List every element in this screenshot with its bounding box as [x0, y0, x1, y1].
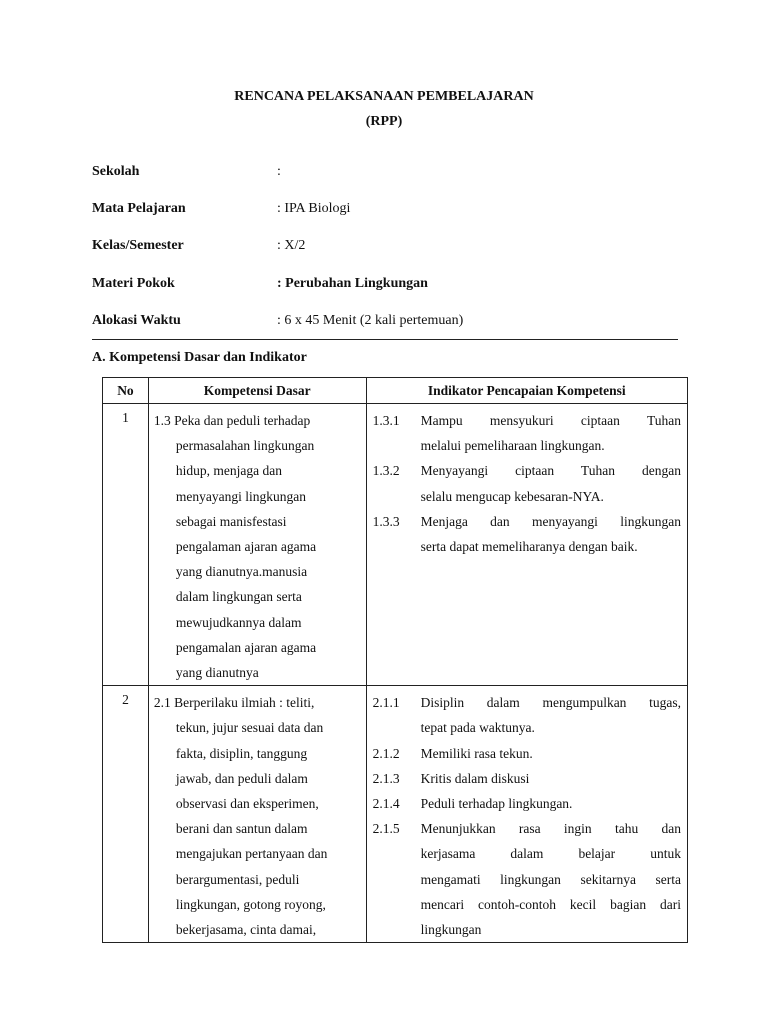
indicator-text: Menunjukkan rasa ingin tahu dan	[420, 821, 681, 837]
indicator-text: mencari contoh-contoh kecil bagian dari	[420, 896, 681, 912]
info-label-alokasi-waktu: Alokasi Waktu	[92, 313, 181, 328]
indicator-number: 2.1.5	[372, 821, 400, 837]
column-header-indikator: Indikator Pencapaian Kompetensi	[366, 378, 687, 404]
indicator-number: 2.1.4	[372, 796, 400, 812]
kd-line: berargumentasi, peduli	[175, 871, 300, 887]
indicator-number: 1.3.1	[372, 413, 400, 428]
indicator-text: serta dapat memeliharanya dengan baik.	[420, 539, 638, 555]
indikator-cell	[366, 686, 687, 943]
kd-line: permasalahan lingkungan	[175, 438, 315, 454]
row-number: 2	[103, 686, 149, 943]
kd-line: lingkungan, gotong royong,	[175, 896, 326, 912]
indicator-text: Memiliki rasa tekun.	[420, 745, 533, 761]
kompetensi-cell	[148, 686, 366, 943]
column-header-kompetensi: Kompetensi Dasar	[148, 378, 366, 404]
indicator-text: Menjaga dan menyayangi lingkungan	[420, 513, 681, 529]
indicator-number: 1.3.2	[372, 463, 400, 479]
kd-line: yang dianutnya	[175, 665, 259, 681]
kd-line: pengamalan ajaran agama	[175, 639, 317, 655]
kd-line: fakta, disiplin, tanggung	[175, 745, 308, 761]
indicator-text: Mampu mensyukuri ciptaan Tuhan	[420, 413, 681, 428]
table-header-row	[103, 378, 688, 404]
competency-table	[102, 377, 688, 943]
indicator-text: kerjasama dalam belajar untuk	[420, 846, 681, 862]
indicator-item	[373, 816, 681, 942]
table-row	[103, 686, 688, 943]
indicator-text: Disiplin dalam mengumpulkan tugas,	[420, 695, 681, 711]
kd-line: tekun, jujur sesuai data dan	[175, 720, 324, 736]
indicator-item	[373, 509, 681, 559]
kd-line: dalam lingkungan serta	[175, 589, 302, 605]
kd-line: yang dianutnya.manusia	[175, 564, 308, 580]
indicator-item	[373, 741, 681, 766]
kd-line: 1.3 Peka dan peduli terhadap	[153, 413, 311, 428]
kd-line: mewujudkannya dalam	[175, 614, 302, 630]
indicator-text: Kritis dalam diskusi	[420, 770, 530, 786]
indicator-number: 2.1.2	[372, 745, 400, 761]
document-subtitle: (RPP)	[365, 114, 403, 129]
info-value-alokasi-waktu: : 6 x 45 Menit (2 kali pertemuan)	[277, 313, 464, 328]
indicator-number: 2.1.3	[372, 770, 400, 786]
section-heading: A. Kompetensi Dasar dan Indikator	[92, 350, 307, 365]
info-value-mata-pelajaran: : IPA Biologi	[277, 201, 351, 216]
indicator-text: mengamati lingkungan sekitarnya serta	[420, 871, 681, 887]
document-title: RENCANA PELAKSANAAN PEMBELAJARAN	[234, 89, 534, 104]
indicator-text: Menyayangi ciptaan Tuhan dengan	[420, 463, 681, 479]
kd-line: hidup, menjaga dan	[175, 463, 282, 479]
indicator-item	[373, 766, 681, 791]
indicator-item	[373, 458, 681, 508]
indicator-number: 1.3.3	[372, 513, 400, 529]
info-label-materi-pokok: Materi Pokok	[92, 276, 175, 291]
kd-line: menyayangi lingkungan	[175, 488, 306, 504]
indikator-cell	[366, 404, 687, 686]
kd-line: bekerjasama, cinta damai,	[175, 922, 317, 938]
info-value-sekolah: :	[277, 164, 281, 179]
indicator-item	[373, 791, 681, 816]
indicator-item	[373, 690, 681, 740]
row-number: 1	[103, 404, 149, 686]
kd-line: observasi dan eksperimen,	[175, 796, 319, 812]
info-label-sekolah: Sekolah	[92, 164, 140, 179]
info-value-kelas-semester: : X/2	[277, 238, 306, 253]
table-row	[103, 404, 688, 686]
indicator-text: melalui pemeliharaan lingkungan.	[420, 438, 605, 454]
kd-line: jawab, dan peduli dalam	[175, 770, 308, 786]
info-label-kelas-semester: Kelas/Semester	[92, 238, 184, 253]
indicator-text: Peduli terhadap lingkungan.	[420, 796, 573, 812]
info-label-mata-pelajaran: Mata Pelajaran	[92, 201, 186, 216]
column-header-no: No	[103, 378, 149, 404]
indicator-number: 2.1.1	[372, 695, 400, 711]
kd-line: sebagai manisfestasi	[175, 513, 287, 529]
info-value-materi-pokok: : Perubahan Lingkungan	[277, 276, 428, 291]
header-divider	[92, 339, 678, 340]
indicator-text: lingkungan	[420, 922, 482, 938]
kd-line: 2.1 Berperilaku ilmiah : teliti,	[153, 695, 315, 711]
kompetensi-cell	[148, 404, 366, 686]
kd-line: pengalaman ajaran agama	[175, 539, 317, 555]
indicator-text: selalu mengucap kebesaran-NYA.	[420, 488, 604, 504]
kd-line: mengajukan pertanyaan dan	[175, 846, 328, 862]
kd-line: berani dan santun dalam	[175, 821, 308, 837]
indicator-text: tepat pada waktunya.	[420, 720, 535, 736]
indicator-item	[373, 408, 681, 458]
